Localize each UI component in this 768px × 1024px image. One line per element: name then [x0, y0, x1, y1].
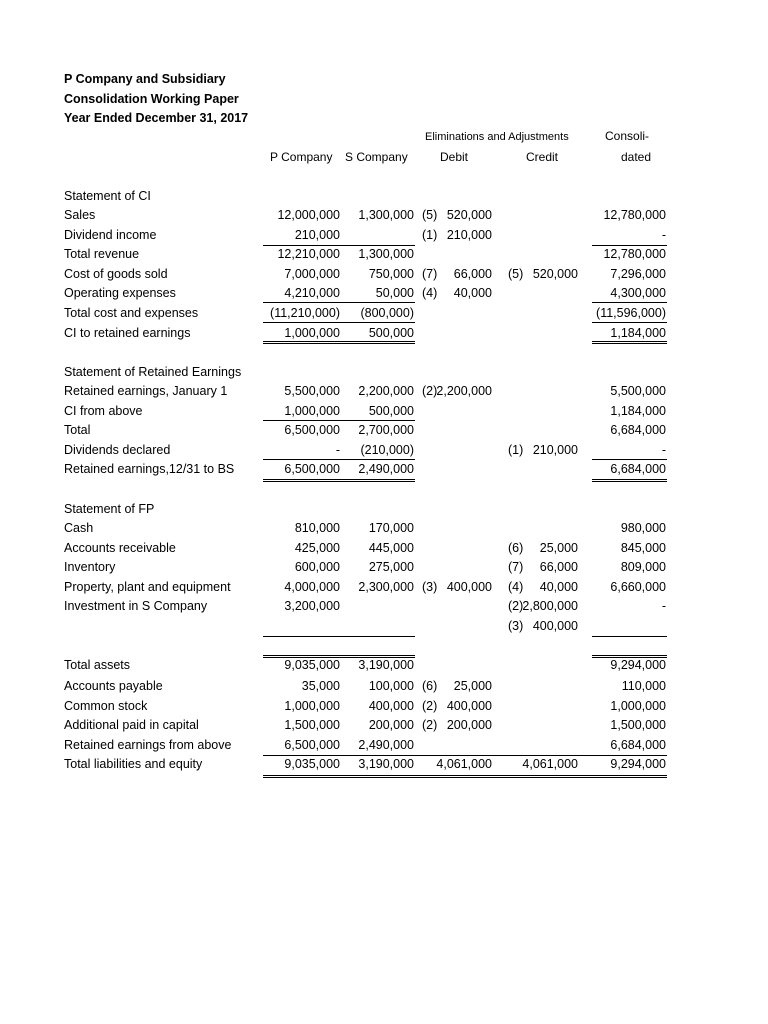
s-company-value: 3,190,000	[358, 757, 414, 772]
consolidated-value: 5,500,000	[610, 384, 666, 398]
consolidated-value: 9,294,000	[610, 658, 666, 673]
header-s-company: S Company	[345, 150, 408, 164]
p-company-value: 9,035,000	[284, 658, 340, 673]
s-company-value: 2,200,000	[358, 384, 414, 398]
rule-total-cost-c	[592, 302, 667, 303]
table-row	[0, 578, 768, 597]
p-company-value: 1,000,000	[284, 698, 340, 713]
consolidated-value: -	[661, 442, 666, 457]
consolidated-value: -	[661, 227, 666, 242]
p-company-value: 1,500,000	[284, 718, 340, 733]
title-company: P Company and Subsidiary	[64, 72, 226, 86]
consolidated-value: 6,684,000	[610, 462, 666, 477]
section-heading-ci: Statement of CI	[64, 189, 151, 203]
s-company-value: 1,300,000	[358, 208, 414, 222]
consolidated-value: 1,184,000	[610, 403, 666, 418]
consolidated-value: 1,184,000	[610, 325, 666, 340]
s-company-value: 445,000	[368, 540, 414, 555]
s-company-value: 2,700,000	[358, 423, 414, 438]
table-row	[0, 656, 768, 675]
title-document: Consolidation Working Paper	[64, 91, 239, 106]
consolidated-value: 7,296,000	[610, 266, 666, 281]
rule-total-le	[263, 755, 667, 756]
row-label: Investment in S Company	[64, 599, 208, 614]
s-company-value: 200,000	[368, 718, 414, 733]
row-label: Retained earnings from above	[64, 737, 232, 752]
debit-value: 40,000	[453, 286, 492, 301]
table-row	[0, 402, 768, 421]
rule-re-end-ps	[263, 459, 415, 460]
debit-note: (2)	[422, 384, 438, 398]
table-row	[0, 382, 768, 401]
s-company-value: 3,190,000	[358, 658, 414, 673]
header-consolidated-line2: dated	[621, 150, 652, 164]
p-company-value: 210,000	[294, 227, 340, 242]
rule-total-revenue-c	[592, 245, 667, 246]
p-company-value: (11,210,000)	[270, 306, 340, 320]
row-label: Property, plant and equipment	[64, 579, 231, 594]
debit-value: 2,200,000	[436, 384, 492, 398]
consolidated-value: 6,684,000	[610, 423, 666, 438]
table-row	[0, 617, 768, 636]
consolidated-value: 4,300,000	[610, 286, 666, 301]
credit-note: (5)	[508, 266, 524, 281]
row-label: Inventory	[64, 560, 116, 575]
debit-note: (1)	[422, 227, 438, 242]
p-company-value: 35,000	[301, 679, 340, 693]
row-label: Dividend income	[64, 227, 157, 242]
s-company-value: 750,000	[368, 266, 414, 281]
credit-note: (7)	[508, 560, 524, 575]
consolidated-value: -	[661, 599, 666, 614]
table-row	[0, 519, 768, 538]
rule-total-assets-c	[592, 636, 667, 637]
double-rule-re-c	[592, 479, 667, 482]
table-row	[0, 206, 768, 225]
rule-re-end-c	[592, 459, 667, 460]
table-row	[0, 284, 768, 303]
s-company-value: 170,000	[368, 521, 414, 535]
credit-value: 2,800,000	[522, 599, 578, 614]
s-company-value: 500,000	[368, 403, 414, 418]
consolidated-value: 12,780,000	[603, 208, 666, 222]
row-label: Total	[64, 423, 91, 438]
debit-note: (6)	[422, 679, 438, 693]
debit-value: 4,061,000	[436, 757, 492, 772]
s-company-value: 50,000	[375, 286, 414, 301]
consolidated-value: 6,660,000	[610, 579, 666, 594]
credit-note: (2)	[508, 599, 524, 614]
row-label: Accounts payable	[64, 679, 163, 693]
row-label: Operating expenses	[64, 286, 176, 301]
rule-re-total-ps	[263, 420, 415, 421]
row-label: Cost of goods sold	[64, 266, 168, 281]
p-company-value: 600,000	[294, 560, 340, 575]
s-company-value: (210,000)	[360, 442, 414, 457]
debit-note: (7)	[422, 266, 438, 281]
credit-value: 25,000	[539, 540, 578, 555]
consolidated-value: 980,000	[620, 521, 666, 535]
debit-value: 200,000	[446, 718, 492, 733]
debit-value: 210,000	[446, 227, 492, 242]
rule-ci-c	[592, 322, 667, 323]
table-row	[0, 421, 768, 440]
row-label: Total assets	[64, 658, 131, 673]
p-company-value: 12,210,000	[277, 247, 340, 262]
s-company-value: 400,000	[368, 698, 414, 713]
credit-note: (1)	[508, 442, 524, 457]
credit-note: (4)	[508, 579, 524, 594]
consolidated-value: 9,294,000	[610, 757, 666, 772]
double-rule-ci-ps	[263, 341, 415, 344]
debit-value: 25,000	[453, 679, 492, 693]
p-company-value: 3,200,000	[284, 599, 340, 614]
debit-note: (5)	[422, 208, 438, 222]
table-row	[0, 324, 768, 343]
debit-value: 520,000	[446, 208, 492, 222]
p-company-value: 1,000,000	[284, 325, 340, 340]
p-company-value: -	[335, 442, 340, 457]
s-company-value: 2,490,000	[358, 462, 414, 477]
title-block	[64, 70, 248, 129]
p-company-value: 6,500,000	[284, 423, 340, 438]
header-consolidated-line1: Consoli-	[605, 129, 650, 143]
credit-value: 4,061,000	[522, 757, 578, 772]
p-company-value: 6,500,000	[284, 462, 340, 477]
credit-value: 400,000	[532, 619, 578, 633]
consolidated-value: 809,000	[620, 560, 666, 575]
row-label: Accounts receivable	[64, 540, 176, 555]
table-row	[0, 716, 768, 735]
debit-value: 66,000	[453, 266, 492, 281]
credit-value: 40,000	[539, 579, 578, 594]
credit-value: 210,000	[532, 442, 578, 457]
table-row	[0, 697, 768, 716]
double-rule-ci-c	[592, 341, 667, 344]
row-label: Cash	[64, 521, 94, 535]
table-row	[0, 597, 768, 616]
title-period: Year Ended December 31, 2017	[64, 111, 249, 125]
s-company-value: 1,300,000	[358, 247, 414, 262]
rule-total-assets-ps	[263, 636, 415, 637]
consolidated-value: (11,596,000)	[596, 306, 666, 320]
table-row	[0, 677, 768, 696]
credit-note: (3)	[508, 619, 524, 633]
consolidated-value: 12,780,000	[603, 247, 666, 262]
row-label: Dividends declared	[64, 442, 171, 457]
header-p-company: P Company	[270, 150, 333, 164]
s-company-value: 100,000	[368, 679, 414, 693]
p-company-value: 6,500,000	[284, 737, 340, 752]
table-row	[0, 304, 768, 323]
row-label: Sales	[64, 208, 96, 222]
consolidated-value: 1,000,000	[610, 698, 666, 713]
row-label: Retained earnings, January 1	[64, 384, 228, 398]
row-label: Additional paid in capital	[64, 718, 199, 733]
row-label: Retained earnings,12/31 to BS	[64, 462, 235, 477]
credit-note: (6)	[508, 540, 524, 555]
table-row	[0, 637, 768, 656]
row-label: CI from above	[64, 403, 143, 418]
table-row	[0, 441, 768, 460]
s-company-value: 2,300,000	[358, 579, 414, 594]
p-company-value: 5,500,000	[284, 384, 340, 398]
p-company-value: 4,210,000	[284, 286, 340, 301]
credit-value: 520,000	[532, 266, 578, 281]
p-company-value: 4,000,000	[284, 579, 340, 594]
table-row	[0, 265, 768, 284]
debit-value: 400,000	[446, 579, 492, 594]
table-row	[0, 736, 768, 755]
rule-total-revenue-ps	[263, 245, 415, 246]
table-row	[0, 460, 768, 479]
consolidated-value: 845,000	[620, 540, 666, 555]
table-row	[0, 539, 768, 558]
p-company-value: 7,000,000	[284, 266, 340, 281]
consolidated-value: 6,684,000	[610, 737, 666, 752]
p-company-value: 1,000,000	[284, 403, 340, 418]
double-rule-re-ps	[263, 479, 415, 482]
consolidated-value: 1,500,000	[610, 718, 666, 733]
p-company-value: 9,035,000	[284, 757, 340, 772]
s-company-value: (800,000)	[360, 306, 414, 320]
consolidated-value: 110,000	[621, 679, 666, 693]
double-rule-assets-ps	[263, 655, 415, 658]
rule-ci-ps	[263, 322, 415, 323]
s-company-value: 500,000	[368, 325, 414, 340]
rule-total-cost-ps	[263, 302, 415, 303]
p-company-value: 425,000	[294, 540, 340, 555]
row-label: Total liabilities and equity	[64, 757, 203, 772]
header-eliminations-adjustments: Eliminations and Adjustments	[425, 131, 569, 143]
section-heading-re: Statement of Retained Earnings	[64, 365, 242, 379]
table-row	[0, 755, 768, 774]
row-label: Total cost and expenses	[64, 306, 199, 320]
debit-value: 400,000	[446, 698, 492, 713]
debit-note: (2)	[422, 698, 438, 713]
p-company-value: 810,000	[294, 521, 340, 535]
debit-note: (3)	[422, 579, 438, 594]
header-debit: Debit	[440, 150, 469, 164]
credit-value: 66,000	[539, 560, 578, 575]
section-heading-fp: Statement of FP	[64, 502, 155, 516]
row-label: Total revenue	[64, 247, 140, 262]
p-company-value: 12,000,000	[277, 208, 340, 222]
header-credit: Credit	[526, 150, 559, 164]
double-rule-le	[263, 775, 667, 778]
row-label: Common stock	[64, 698, 148, 713]
s-company-value: 2,490,000	[358, 737, 414, 752]
row-label: CI to retained earnings	[64, 325, 191, 340]
double-rule-assets-c	[592, 655, 667, 658]
debit-note: (2)	[422, 718, 438, 733]
s-company-value: 275,000	[368, 560, 414, 575]
table-row	[0, 245, 768, 264]
table-row	[0, 558, 768, 577]
table-row	[0, 226, 768, 245]
debit-note: (4)	[422, 286, 438, 301]
